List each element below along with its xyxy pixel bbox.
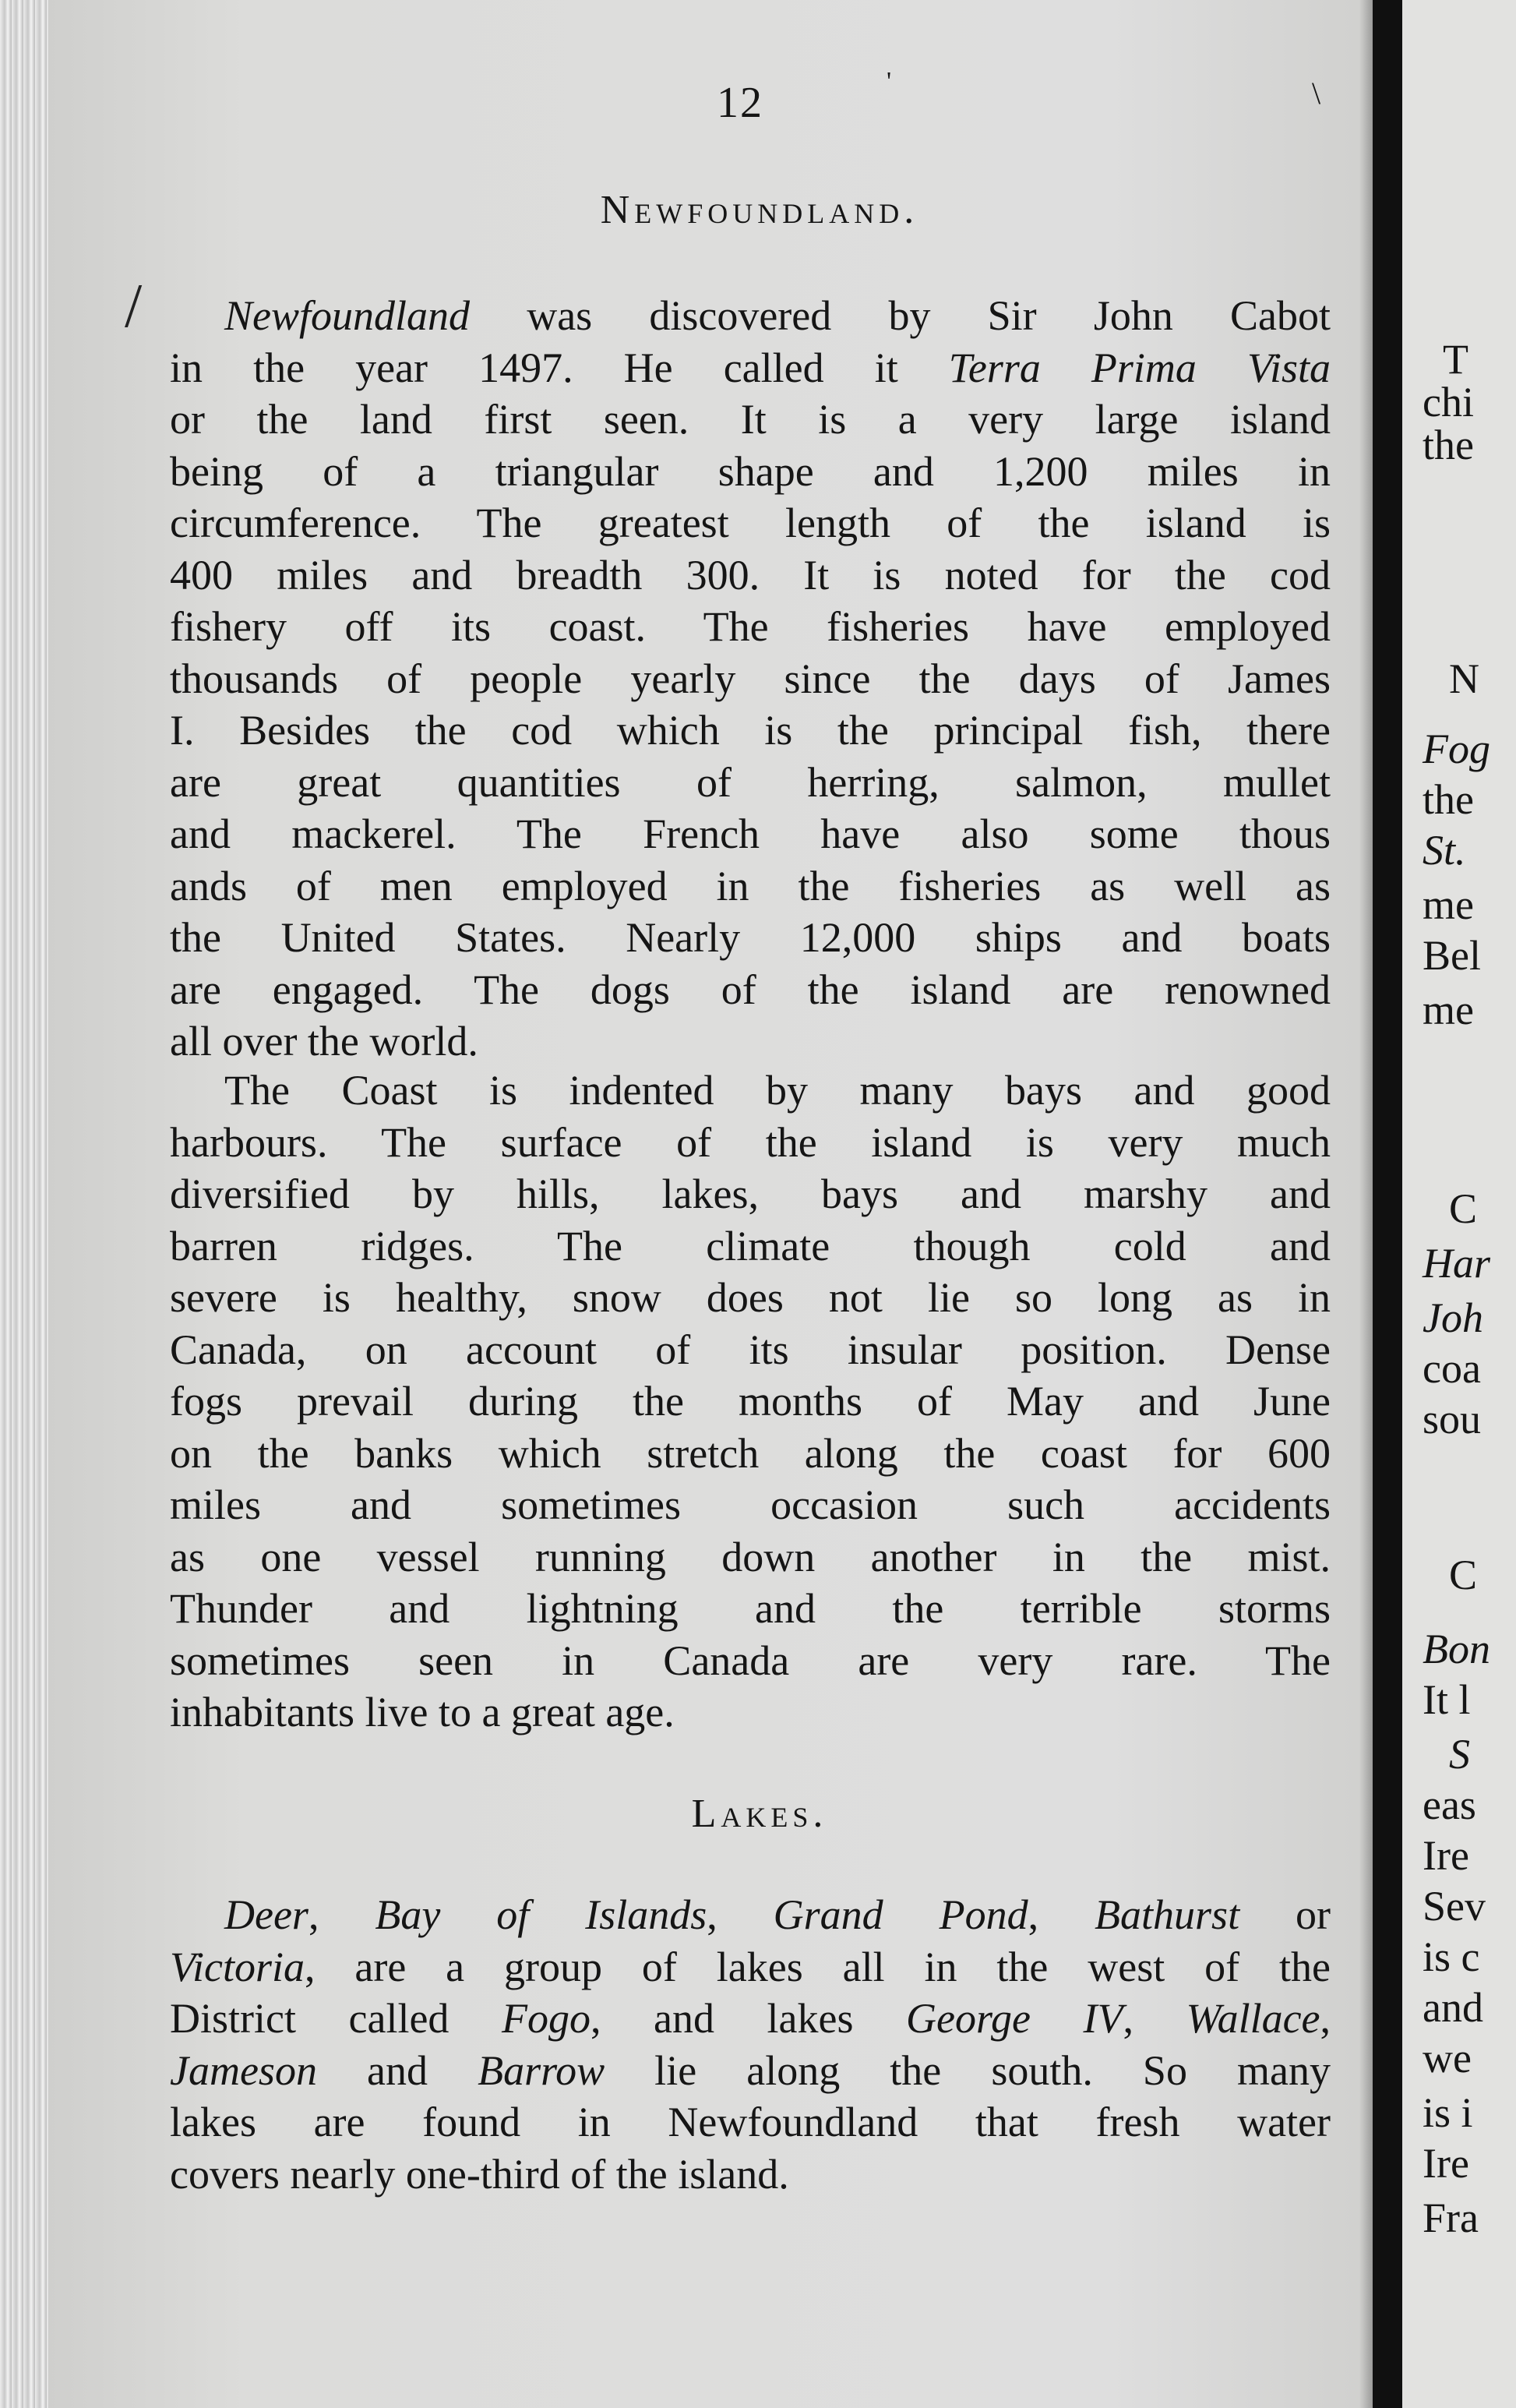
text-line: diversified by hills, lakes, bays and marshy and <box>170 1170 1331 1217</box>
facing-page-text-fragment: me <box>1423 881 1474 928</box>
margin-check-mark: / <box>125 272 143 341</box>
text-line: District called Fogo, and lakes George IV, Wallace, <box>170 1995 1331 2042</box>
book-page-edges <box>0 0 48 2408</box>
page-number: 12 <box>717 79 763 127</box>
text-line: or the land first seen. It is a very large island <box>170 396 1331 443</box>
facing-page-fragment <box>1402 0 1516 2408</box>
facing-page-text-fragment: C <box>1449 1552 1478 1598</box>
spine-shadow <box>1359 0 1373 2408</box>
facing-page-text-fragment: Ire <box>1423 2140 1469 2187</box>
text-line: fishery off its coast. The fisheries have employed <box>170 603 1331 650</box>
facing-page-text-fragment: T <box>1443 336 1468 383</box>
book-spine <box>1373 0 1402 2408</box>
facing-page-text-fragment: Fra <box>1423 2194 1479 2241</box>
facing-page-text-fragment: chi <box>1423 379 1474 425</box>
facing-page-text-fragment: Ire <box>1423 1832 1469 1879</box>
paragraph-coast-climate <box>170 1065 1331 1739</box>
facing-page-text-fragment: the <box>1423 776 1474 823</box>
text-line: are great quantities of herring, salmon, mullet <box>170 758 1331 806</box>
text-line: on the banks which stretch along the coast for 600 <box>170 1429 1331 1477</box>
text-line: fogs prevail during the months of May and June <box>170 1378 1331 1425</box>
text-line: as one vessel running down another in the mist. <box>170 1533 1331 1580</box>
text-line: severe is healthy, snow does not lie so long as in <box>170 1274 1331 1321</box>
text-line: Newfoundland was discovered by Sir John Cabot <box>224 292 1331 339</box>
paragraph-lakes <box>170 1889 1331 2200</box>
text-line: lakes are found in Newfoundland that fresh water <box>170 2099 1331 2145</box>
text-line: thousands of people yearly since the days of James <box>170 655 1331 702</box>
text-line: all over the world. <box>170 1018 478 1065</box>
paragraph-description <box>170 290 1331 1068</box>
facing-page-text-fragment: Fog <box>1423 726 1490 772</box>
facing-page-text-fragment: the <box>1423 422 1474 468</box>
text-line: circumference. The greatest length of the island is <box>170 500 1331 546</box>
text-line: I. Besides the cod which is the principal fish, there <box>170 707 1331 754</box>
facing-page-text-fragment: and <box>1423 1984 1483 2031</box>
facing-page-text-fragment: It l <box>1423 1676 1471 1723</box>
ink-mark: ' <box>887 67 892 96</box>
facing-page-text-fragment: Sev <box>1423 1883 1486 1930</box>
facing-page-text-fragment: N <box>1449 655 1479 702</box>
text-line: Jameson and Barrow lie along the south. So many <box>170 2046 1331 2094</box>
text-line: being of a triangular shape and 1,200 miles in <box>170 447 1331 495</box>
text-line: covers nearly one-third of the island. <box>170 2150 789 2198</box>
text-line: ands of men employed in the fisheries as well as <box>170 862 1331 909</box>
facing-page-text-fragment: C <box>1449 1185 1478 1232</box>
text-line: sometimes seen in Canada are very rare. The <box>170 1637 1331 1684</box>
text-line: inhabitants live to a great age. <box>170 1689 675 1735</box>
facing-page-text-fragment: coa <box>1423 1345 1481 1392</box>
text-line: miles and sometimes occasion such accidents <box>170 1481 1331 1528</box>
text-line: The Coast is indented by many bays and good <box>224 1067 1331 1114</box>
facing-page-text-fragment: sou <box>1423 1396 1482 1442</box>
text-line: Canada, on account of its insular position. Dense <box>170 1326 1331 1373</box>
text-line: barren ridges. The climate though cold and <box>170 1222 1331 1269</box>
facing-page-text-fragment: Har <box>1423 1240 1491 1287</box>
facing-page-text-fragment: Joh <box>1423 1294 1483 1341</box>
facing-page-text-fragment: we <box>1423 2035 1472 2081</box>
facing-page-text-fragment: Bel <box>1423 932 1481 979</box>
text-line: harbours. The surface of the island is very much <box>170 1118 1331 1166</box>
facing-page-text-fragment: me <box>1423 987 1474 1033</box>
text-line: Victoria, are a group of lakes all in the west of the <box>170 1943 1331 1990</box>
text-line: Thunder and lightning and the terrible storms <box>170 1585 1331 1632</box>
text-line: Deer, Bay of Islands, Grand Pond, Bathurst or <box>224 1891 1331 1938</box>
facing-page-text-fragment: St. <box>1423 827 1466 874</box>
text-line: 400 miles and breadth 300. It is noted for the cod <box>170 551 1331 598</box>
section-heading-newfoundland: Newfoundland. <box>600 188 919 232</box>
ink-mark: \ <box>1312 76 1321 111</box>
text-line: the United States. Nearly 12,000 ships and boats <box>170 914 1331 961</box>
text-line: are engaged. The dogs of the island are renowned <box>170 966 1331 1013</box>
facing-page-text-fragment: S <box>1449 1731 1470 1778</box>
text-line: in the year 1497. He called it Terra Prima Vista <box>170 344 1331 391</box>
facing-page-text-fragment: is c <box>1423 1933 1480 1980</box>
facing-page-text-fragment: Bon <box>1423 1626 1490 1672</box>
section-heading-lakes: Lakes. <box>691 1792 828 1836</box>
text-line: and mackerel. The French have also some thous <box>170 810 1331 857</box>
facing-page-text-fragment: is i <box>1423 2089 1473 2136</box>
facing-page-text-fragment: eas <box>1423 1781 1476 1828</box>
